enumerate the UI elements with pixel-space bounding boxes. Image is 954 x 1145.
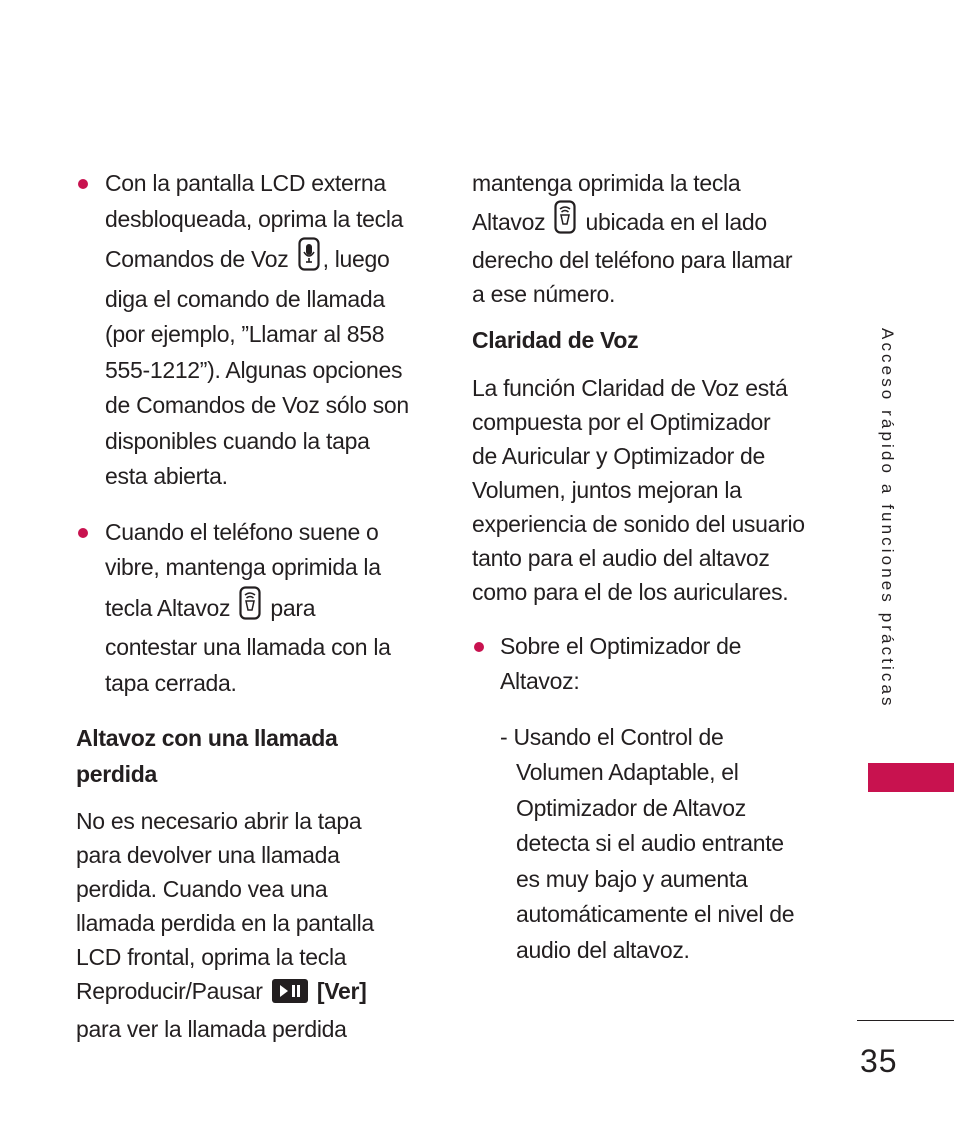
text-line: diga el comando de llamada bbox=[105, 285, 385, 312]
text-line: mantenga oprimida la tecla bbox=[472, 170, 741, 196]
text-line: LCD frontal, oprima la tecla bbox=[76, 944, 347, 970]
heading-line: Altavoz con una llamada bbox=[76, 725, 338, 751]
text-line: Sobre el Optimizador de bbox=[500, 632, 742, 659]
text-fragment: Comandos de Voz bbox=[105, 246, 289, 272]
text-line: compuesta por el Optimizador bbox=[472, 408, 771, 435]
text-line: detecta si el audio entrante bbox=[516, 830, 784, 856]
text-line: - Usando el Control de bbox=[500, 723, 724, 750]
text-line: Con la pantalla LCD externa bbox=[105, 170, 386, 196]
text-line: contestar una llamada con la bbox=[105, 634, 391, 660]
right-column bbox=[472, 166, 832, 968]
speaker-key-icon bbox=[239, 586, 261, 631]
text-line: a ese número. bbox=[472, 281, 616, 307]
footer-divider bbox=[857, 1020, 954, 1021]
text-line: de Auricular y Optimizador de bbox=[472, 442, 765, 469]
text-line bbox=[472, 200, 832, 243]
text-line: llamada perdida en la pantalla bbox=[76, 910, 374, 936]
bullet-speaker-optimizer bbox=[472, 629, 832, 700]
text-line: Volumen Adaptable, el bbox=[516, 759, 739, 785]
text-line bbox=[105, 586, 436, 631]
text-line: experiencia de sonido del usuario bbox=[472, 510, 805, 537]
text-line: disponibles cuando la tapa bbox=[105, 427, 370, 454]
left-column bbox=[76, 166, 436, 1046]
microphone-key-icon bbox=[298, 237, 320, 282]
text-line: La función Claridad de Voz está bbox=[472, 374, 788, 401]
text-line: automáticamente el nivel de bbox=[516, 901, 795, 927]
heading-line: perdida bbox=[76, 760, 157, 787]
continuation-paragraph bbox=[472, 166, 832, 311]
text-line: desbloqueada, oprima la tecla bbox=[105, 205, 404, 232]
text-line: de Comandos de Voz sólo son bbox=[105, 392, 409, 418]
paragraph-missed-call bbox=[76, 804, 436, 1046]
text-line: Volumen, juntos mejoran la bbox=[472, 476, 742, 503]
text-line bbox=[105, 237, 436, 282]
text-line: 555-1212”). Algunas opciones bbox=[105, 356, 403, 383]
text-fragment: tecla Altavoz bbox=[105, 594, 231, 621]
text-line: tanto para el audio del altavoz bbox=[472, 544, 770, 571]
text-line bbox=[76, 974, 436, 1012]
text-line: derecho del teléfono para llamar bbox=[472, 247, 793, 273]
text-fragment: , luego bbox=[322, 246, 390, 272]
speaker-key-icon bbox=[554, 200, 576, 243]
section-title-text: Acceso rápido a funciones prácticas bbox=[878, 328, 897, 709]
paragraph-voice-clarity bbox=[472, 371, 832, 609]
text-line: para devolver una llamada bbox=[76, 842, 340, 868]
text-line: perdida. Cuando vea una bbox=[76, 876, 328, 902]
text-line: como para el de los auriculares. bbox=[472, 578, 789, 605]
text-line: (por ejemplo, ”Llamar al 858 bbox=[105, 321, 385, 347]
text-line: audio del altavoz. bbox=[516, 936, 690, 963]
text-line: es muy bajo y aumenta bbox=[516, 865, 748, 892]
bullet-answer-call bbox=[76, 515, 436, 702]
text-fragment: Reproducir/Pausar bbox=[76, 978, 263, 1004]
text-line: tapa cerrada. bbox=[105, 669, 237, 696]
bullet-voice-commands bbox=[76, 166, 436, 495]
text-line: Cuando el teléfono suene o bbox=[105, 518, 379, 545]
text-fragment: ubicada en el lado bbox=[585, 209, 767, 235]
play-pause-key-icon bbox=[272, 978, 308, 1012]
section-tab-marker bbox=[868, 763, 954, 792]
text-line: Altavoz: bbox=[500, 668, 580, 694]
text-line: esta abierta. bbox=[105, 463, 228, 489]
text-line: Optimizador de Altavoz bbox=[516, 794, 746, 821]
text-line: vibre, mantenga oprimida la bbox=[105, 554, 381, 580]
text-line: para ver la llamada perdida bbox=[76, 1016, 347, 1042]
text-line: No es necesario abrir la tapa bbox=[76, 808, 362, 834]
text-fragment: Altavoz bbox=[472, 209, 546, 235]
section-heading-missed-call bbox=[76, 721, 436, 792]
page-number: 35 bbox=[860, 1043, 898, 1079]
dash-item-adaptive-volume bbox=[472, 720, 832, 969]
softkey-label: [Ver] bbox=[316, 978, 367, 1004]
text-fragment: para bbox=[270, 594, 316, 621]
section-heading-voice-clarity: Claridad de Voz bbox=[472, 327, 639, 353]
